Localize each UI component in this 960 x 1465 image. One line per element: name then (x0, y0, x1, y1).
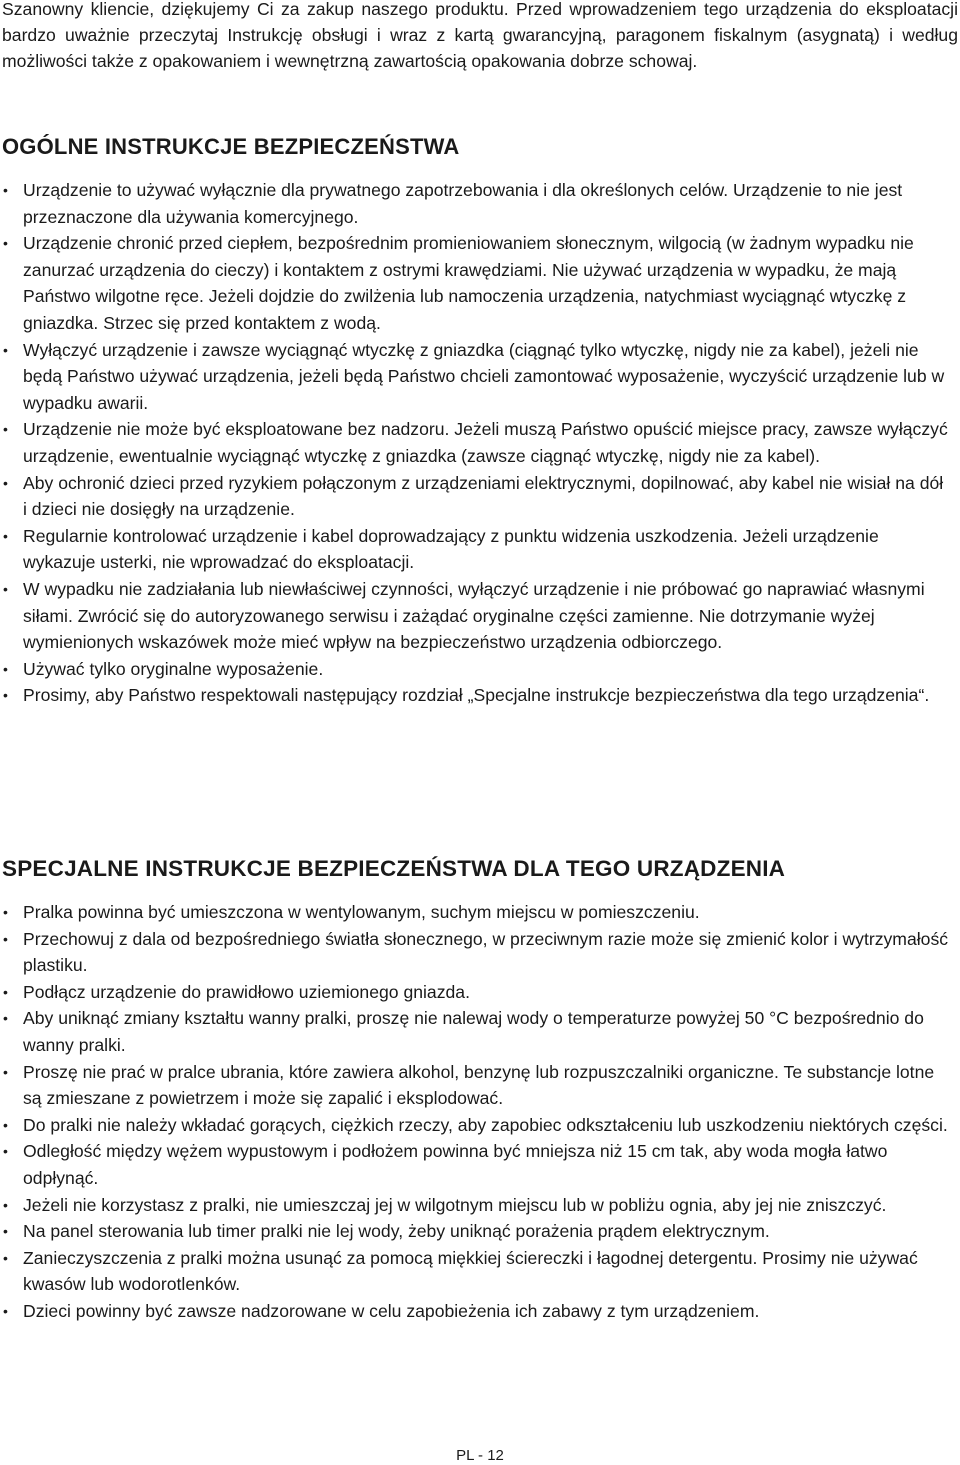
bullet-icon: • (3, 904, 8, 920)
bullet-icon: • (3, 1223, 8, 1240)
bullet-icon: • (3, 1063, 8, 1080)
bullet-icon: • (3, 527, 8, 544)
bullet-icon: • (3, 580, 8, 597)
list-item (0, 416, 950, 469)
list-item (0, 576, 950, 656)
list-item-text: Odległość między wężem wypustowym i podłożem powinna być mniejsza niż 15 cm tak, aby woda mogła łatwo odpłynąć. (23, 1141, 888, 1188)
bullet-icon: • (3, 182, 8, 198)
bullet-icon: • (3, 1249, 8, 1266)
bullet-icon: • (3, 930, 8, 947)
list-item-text: Zanieczyszczenia z pralki można usunąć za pomocą miękkiej ściereczki i łagodnej detergentu. Prosimy nie używać kwasów lub wodorotlenków. (23, 1247, 918, 1295)
list-item (0, 1005, 950, 1058)
list-item-text: Pralka powinna być umieszczona w wentylowanym, suchym miejscu w pomieszczeniu. (23, 902, 700, 922)
bullet-icon: • (3, 1196, 8, 1213)
list-item (0, 230, 950, 336)
list-item-text: Do pralki nie należy wkładać gorących, ciężkich rzeczy, aby zapobiec odkształceniu lub uszkodzeniu niektórych części. (23, 1114, 948, 1135)
list-item (0, 337, 950, 417)
special-safety-heading: SPECJALNE INSTRUKCJE BEZPIECZEŃSTWA DLA TEGO URZĄDZENIA (2, 856, 786, 881)
list-item (0, 682, 950, 709)
page-number: PL - 12 (456, 1447, 504, 1464)
list-item-text: Regularnie kontrolować urządzenie i kabel doprowadzający z punktu widzenia uszkodzenia. Jeżeli urządzenie wykazuje usterki, nie wprowadzać do eksploatacji. (23, 525, 879, 573)
bullet-icon: • (3, 1143, 8, 1160)
list-item (0, 1298, 950, 1325)
bullet-icon: • (3, 1302, 8, 1319)
list-item (0, 470, 950, 523)
list-item-text: Na panel sterowania lub timer pralki nie lej wody, żeby uniknąć porażenia prądem elektrycznym. (23, 1221, 770, 1242)
bullet-icon: • (3, 474, 8, 491)
list-item (0, 1218, 950, 1245)
general-safety-heading: OGÓLNE INSTRUKCJE BEZPIECZEŃSTWA (2, 134, 460, 159)
list-item-text: Jeżeli nie korzystasz z pralki, nie umieszczaj jej w wilgotnym miejscu lub w pobliżu ognia, aby jej nie zniszczyć. (23, 1194, 887, 1215)
list-item (0, 1138, 950, 1191)
list-item (0, 656, 950, 683)
list-item-text: Przechowuj z dala od bezpośredniego światła słonecznego, w przeciwnym razie może się zmienić kolor i wytrzymałość plastiku. (23, 928, 949, 976)
list-item-text: Prosimy, aby Państwo respektowali następujący rozdział „Specjalne instrukcje bezpieczeństwa dla tego urządzenia“. (23, 685, 930, 706)
intro-paragraph: Szanowny kliencie, dziękujemy Ci za zakup naszego produktu. Przed wprowadzeniem tego urządzenia do eksploatacji bardzo uważnie przeczytaj Instrukcję obsługi i wraz z kartą gwarancyjną, paragonem fiskalnym (asygnatą) i według możliwości także z opakowaniem i wewnętrzną zawartością opakowania dobrze schowaj. (2, 0, 958, 72)
bullet-icon: • (3, 235, 8, 252)
list-item (0, 1059, 950, 1112)
list-item-text: Aby uniknąć zmiany kształtu wanny pralki, proszę nie nalewaj wody o temperaturze powyżej 50 °C bezpośrednio do wanny pralki. (23, 1008, 924, 1055)
bullet-icon: • (3, 341, 8, 358)
list-item-text: Podłącz urządzenie do prawidłowo uziemionego gniazda. (23, 981, 470, 1002)
bullet-icon: • (3, 1010, 8, 1027)
list-item-text: W wypadku nie zadziałania lub niewłaściwej czynności, wyłączyć urządzenie i nie próbować go naprawiać własnymi siłami. Zwrócić się do autoryzowanego serwisu i zażądać oryginalne części zamienne. Nie dotrzymanie wyżej wymienionych wskazówek może mieć wpływ na bezpieczeństwo urządzenia odbiorczego. (23, 578, 925, 653)
list-item-text: Urządzenie chronić przed ciepłem, bezpośrednim promieniowaniem słonecznym, wilgocią (w żadnym wypadku nie zanurzać urządzenia do cieczy) i kontaktem z ostrymi krawędziami. Nie używać urządzenia w wypadku, że mają Państwo wilgotne ręce. Jeżeli dojdzie do zwilżenia lub namoczenia urządzenia, natychmiast wyciągnąć wtyczkę z gniazdka. Strzec się przed kontaktem z wodą. (23, 233, 914, 333)
list-item (0, 1112, 950, 1139)
list-item (0, 899, 950, 926)
list-item (0, 1192, 950, 1219)
list-item (0, 177, 950, 230)
list-item-text: Urządzenie to używać wyłącznie dla prywatnego zapotrzebowania i dla określonych celów. Urządzenie to nie jest przeznaczone dla używania komercyjnego. (23, 180, 903, 227)
general-safety-list (0, 177, 950, 709)
bullet-icon: • (3, 1116, 8, 1133)
list-item (0, 979, 950, 1006)
list-item (0, 1245, 950, 1298)
bullet-icon: • (3, 687, 8, 704)
bullet-icon: • (3, 983, 8, 1000)
list-item (0, 523, 950, 576)
list-item (0, 926, 950, 979)
special-safety-list (0, 899, 950, 1325)
list-item-text: Dzieci powinny być zawsze nadzorowane w celu zapobieżenia ich zabawy z tym urządzeniem. (23, 1300, 760, 1321)
bullet-icon: • (3, 421, 8, 438)
list-item-text: Wyłączyć urządzenie i zawsze wyciągnąć wtyczkę z gniazdka (ciągnąć tylko wtyczkę, nigdy nie za kabel), jeżeli nie będą Państwo używać urządzenia, jeżeli będą Państwo chcieli zamontować wyposażenie, wyczyścić urządzenie lub w wypadku awarii. (23, 339, 945, 413)
list-item-text: Używać tylko oryginalne wyposażenie. (23, 658, 324, 679)
bullet-icon: • (3, 660, 8, 677)
list-item-text: Urządzenie nie może być eksploatowane bez nadzoru. Jeżeli muszą Państwo opuścić miejsce pracy, zawsze wyłączyć urządzenie, ewentualnie wyciągnąć wtyczkę z gniazdka (zawsze ciągnąć wtyczkę, nigdy nie za kabel). (23, 419, 948, 466)
list-item-text: Aby ochronić dzieci przed ryzykiem połączonym z urządzeniami elektrycznymi, dopilnować, aby kabel nie wisiał na dół i dzieci nie dosięgły na urządzenie. (23, 472, 944, 520)
list-item-text: Proszę nie prać w pralce ubrania, które zawiera alkohol, benzynę lub rozpuszczalniki organiczne. Te substancje lotne są zmieszane z powietrzem i może się zapalić i eksplodować. (23, 1061, 935, 1109)
